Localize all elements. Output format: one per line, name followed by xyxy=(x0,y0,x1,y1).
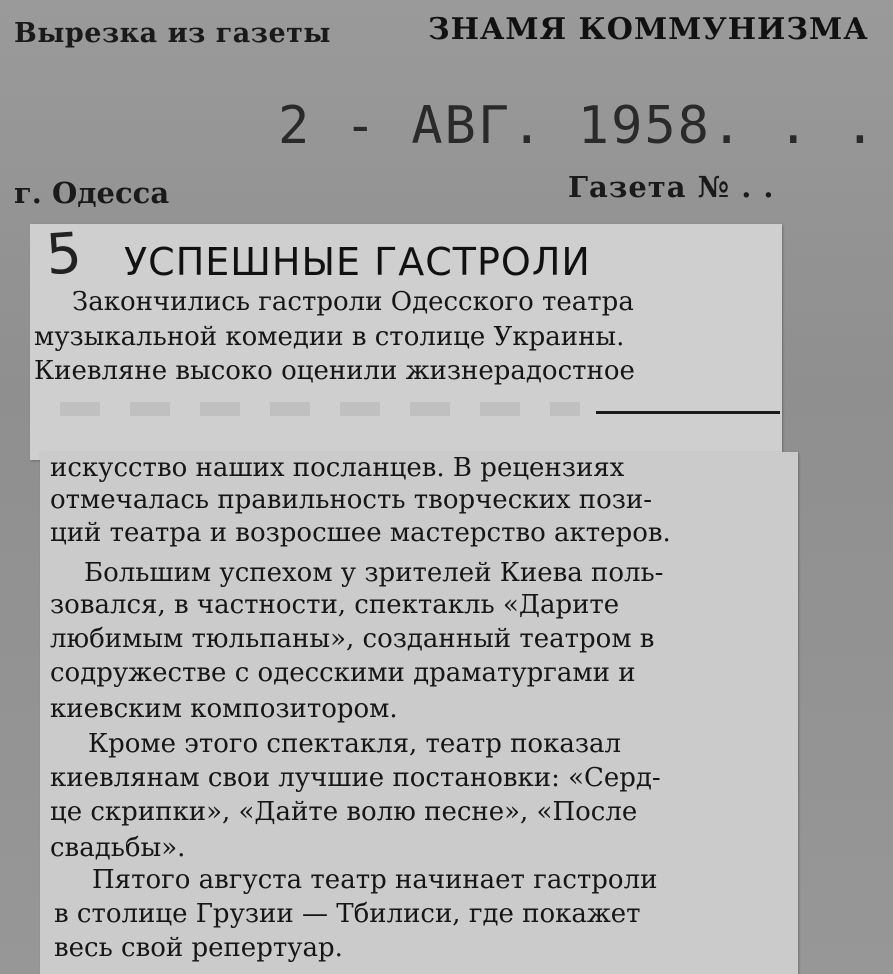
body-line: свадьбы». xyxy=(50,833,186,863)
handwritten-number: 5 xyxy=(43,220,84,289)
body-line: зовался, в частности, спектакль «Дарите xyxy=(50,590,620,620)
body-line: искусство наших посланцев. В рецензиях xyxy=(50,453,625,483)
issue-number-label: Газета № . . xyxy=(568,170,775,204)
body-line: це скрипки», «Дайте волю песне», «После xyxy=(50,797,638,827)
newspaper-name: ЗНАМЯ КОММУНИЗМА xyxy=(428,12,869,47)
article-headline: УСПЕШНЫЕ ГАСТРОЛИ xyxy=(124,240,591,284)
city-label: г. Одесса xyxy=(14,176,170,210)
date-stamp: 2 - АВГ. 1958. . . xyxy=(278,96,878,156)
clipping-label: Вырезка из газеты xyxy=(14,18,331,49)
body-line: ций театра и возросшее мастерство актеров. xyxy=(50,518,671,548)
faded-line xyxy=(60,402,580,416)
body-line: содружестве с одесскими драматургами и xyxy=(50,658,636,688)
body-line: Большим успехом у зрителей Киева поль- xyxy=(84,558,664,588)
body-line: весь свой репертуар. xyxy=(54,933,343,963)
body-line: Кроме этого спектакля, театр показал xyxy=(88,729,622,759)
divider-rule xyxy=(596,411,780,414)
body-line: киевским композитором. xyxy=(50,694,398,724)
body-line: музыкальной комедии в столице Украины. xyxy=(34,322,625,352)
body-line: Закончились гастроли Одесского театра xyxy=(72,287,634,317)
body-line: в столице Грузии — Тбилиси, где покажет xyxy=(54,899,641,929)
body-line: любимым тюльпаны», созданный театром в xyxy=(50,624,655,654)
body-line: Киевляне высоко оценили жизнерадостное xyxy=(34,356,635,386)
body-line: Пятого августа театр начинает гастроли xyxy=(92,865,658,895)
body-line: киевлянам свои лучшие постановки: «Серд- xyxy=(50,763,661,793)
body-line: отмечалась правильность творческих пози- xyxy=(50,485,653,515)
